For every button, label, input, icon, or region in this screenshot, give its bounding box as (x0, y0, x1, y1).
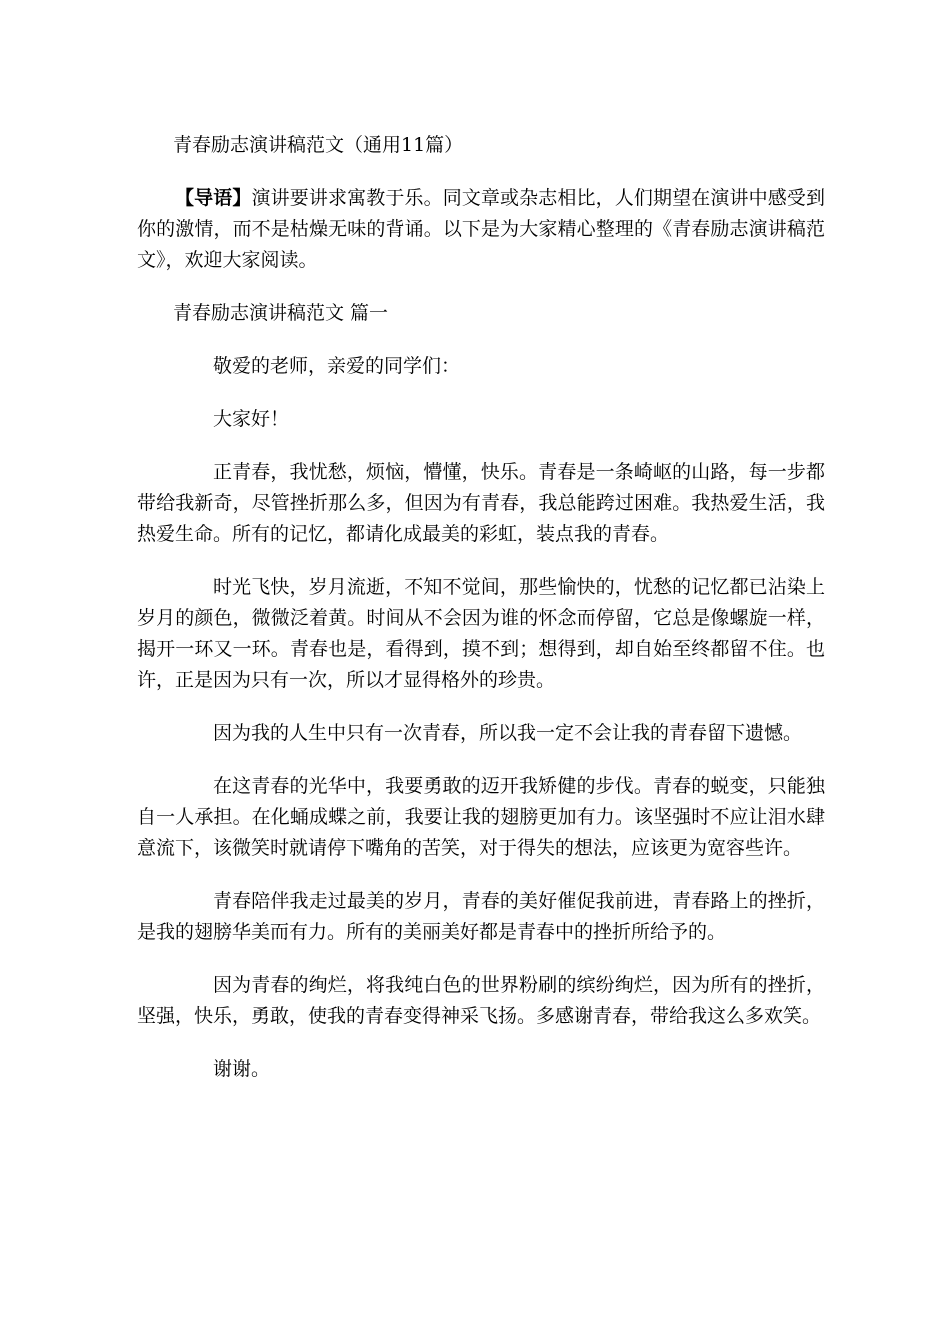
document-title: 青春励志演讲稿范文（通用11篇） (173, 134, 464, 156)
closing: 谢谢。 (213, 1058, 271, 1080)
intro-paragraph (137, 183, 825, 276)
intro-lead: 【导语】 (175, 187, 252, 209)
body-paragraph: 因为青春的绚烂，将我纯白色的世界粉刷的缤纷绚烂，因为所有的挫折，坚强，快乐，勇敢，使我的青春变得神采飞扬。多感谢青春，带给我这么多欢笑。 (137, 974, 825, 1027)
document-content (137, 130, 825, 1107)
section-heading: 青春励志演讲稿范文 篇一 (173, 302, 389, 324)
body-paragraph: 在这青春的光华中，我要勇敢的迈开我矫健的步伐。青春的蜕变，只能独自一人承担。在化蛹成蝶之前，我要让我的翅膀更加有力。该坚强时不应让泪水肆意流下，该微笑时就请停下嘴角的苦笑，对于得失的想法，应该更为宽容些许。 (137, 775, 825, 859)
body-paragraph: 正青春，我忧愁，烦恼，懵懂，快乐。青春是一条崎岖的山路，每一步都带给我新奇，尽管挫折那么多，但因为有青春，我总能跨过困难。我热爱生活，我热爱生命。所有的记忆，都请化成最美的彩虹，装点我的青春。 (137, 461, 825, 545)
intro-text: 演讲要讲求寓教于乐。同文章或杂志相比，人们期望在演讲中感受到你的激情，而不是枯燥无味的背诵。以下是为大家精心整理的《青春励志演讲稿范文》，欢迎大家阅读。 (137, 187, 825, 271)
body-paragraph: 青春陪伴我走过最美的岁月，青春的美好催促我前进，青春路上的挫折，是我的翅膀华美而有力。所有的美丽美好都是青春中的挫折所给予的。 (137, 890, 825, 943)
salutation: 敬爱的老师，亲爱的同学们： (213, 355, 461, 377)
body-paragraph: 时光飞快，岁月流逝，不知不觉间，那些愉快的，忧愁的记忆都已沾染上岁月的颜色，微微泛着黄。时间从不会因为谁的怀念而停留，它总是像螺旋一样，揭开一环又一环。青春也是，看得到，摸不到；想得到，却自始至终都留不住。也许，正是因为只有一次，所以才显得格外的珍贵。 (137, 576, 825, 691)
body-paragraph: 因为我的人生中只有一次青春，所以我一定不会让我的青春留下遗憾。 (213, 722, 803, 744)
greeting: 大家好！ (213, 408, 290, 430)
